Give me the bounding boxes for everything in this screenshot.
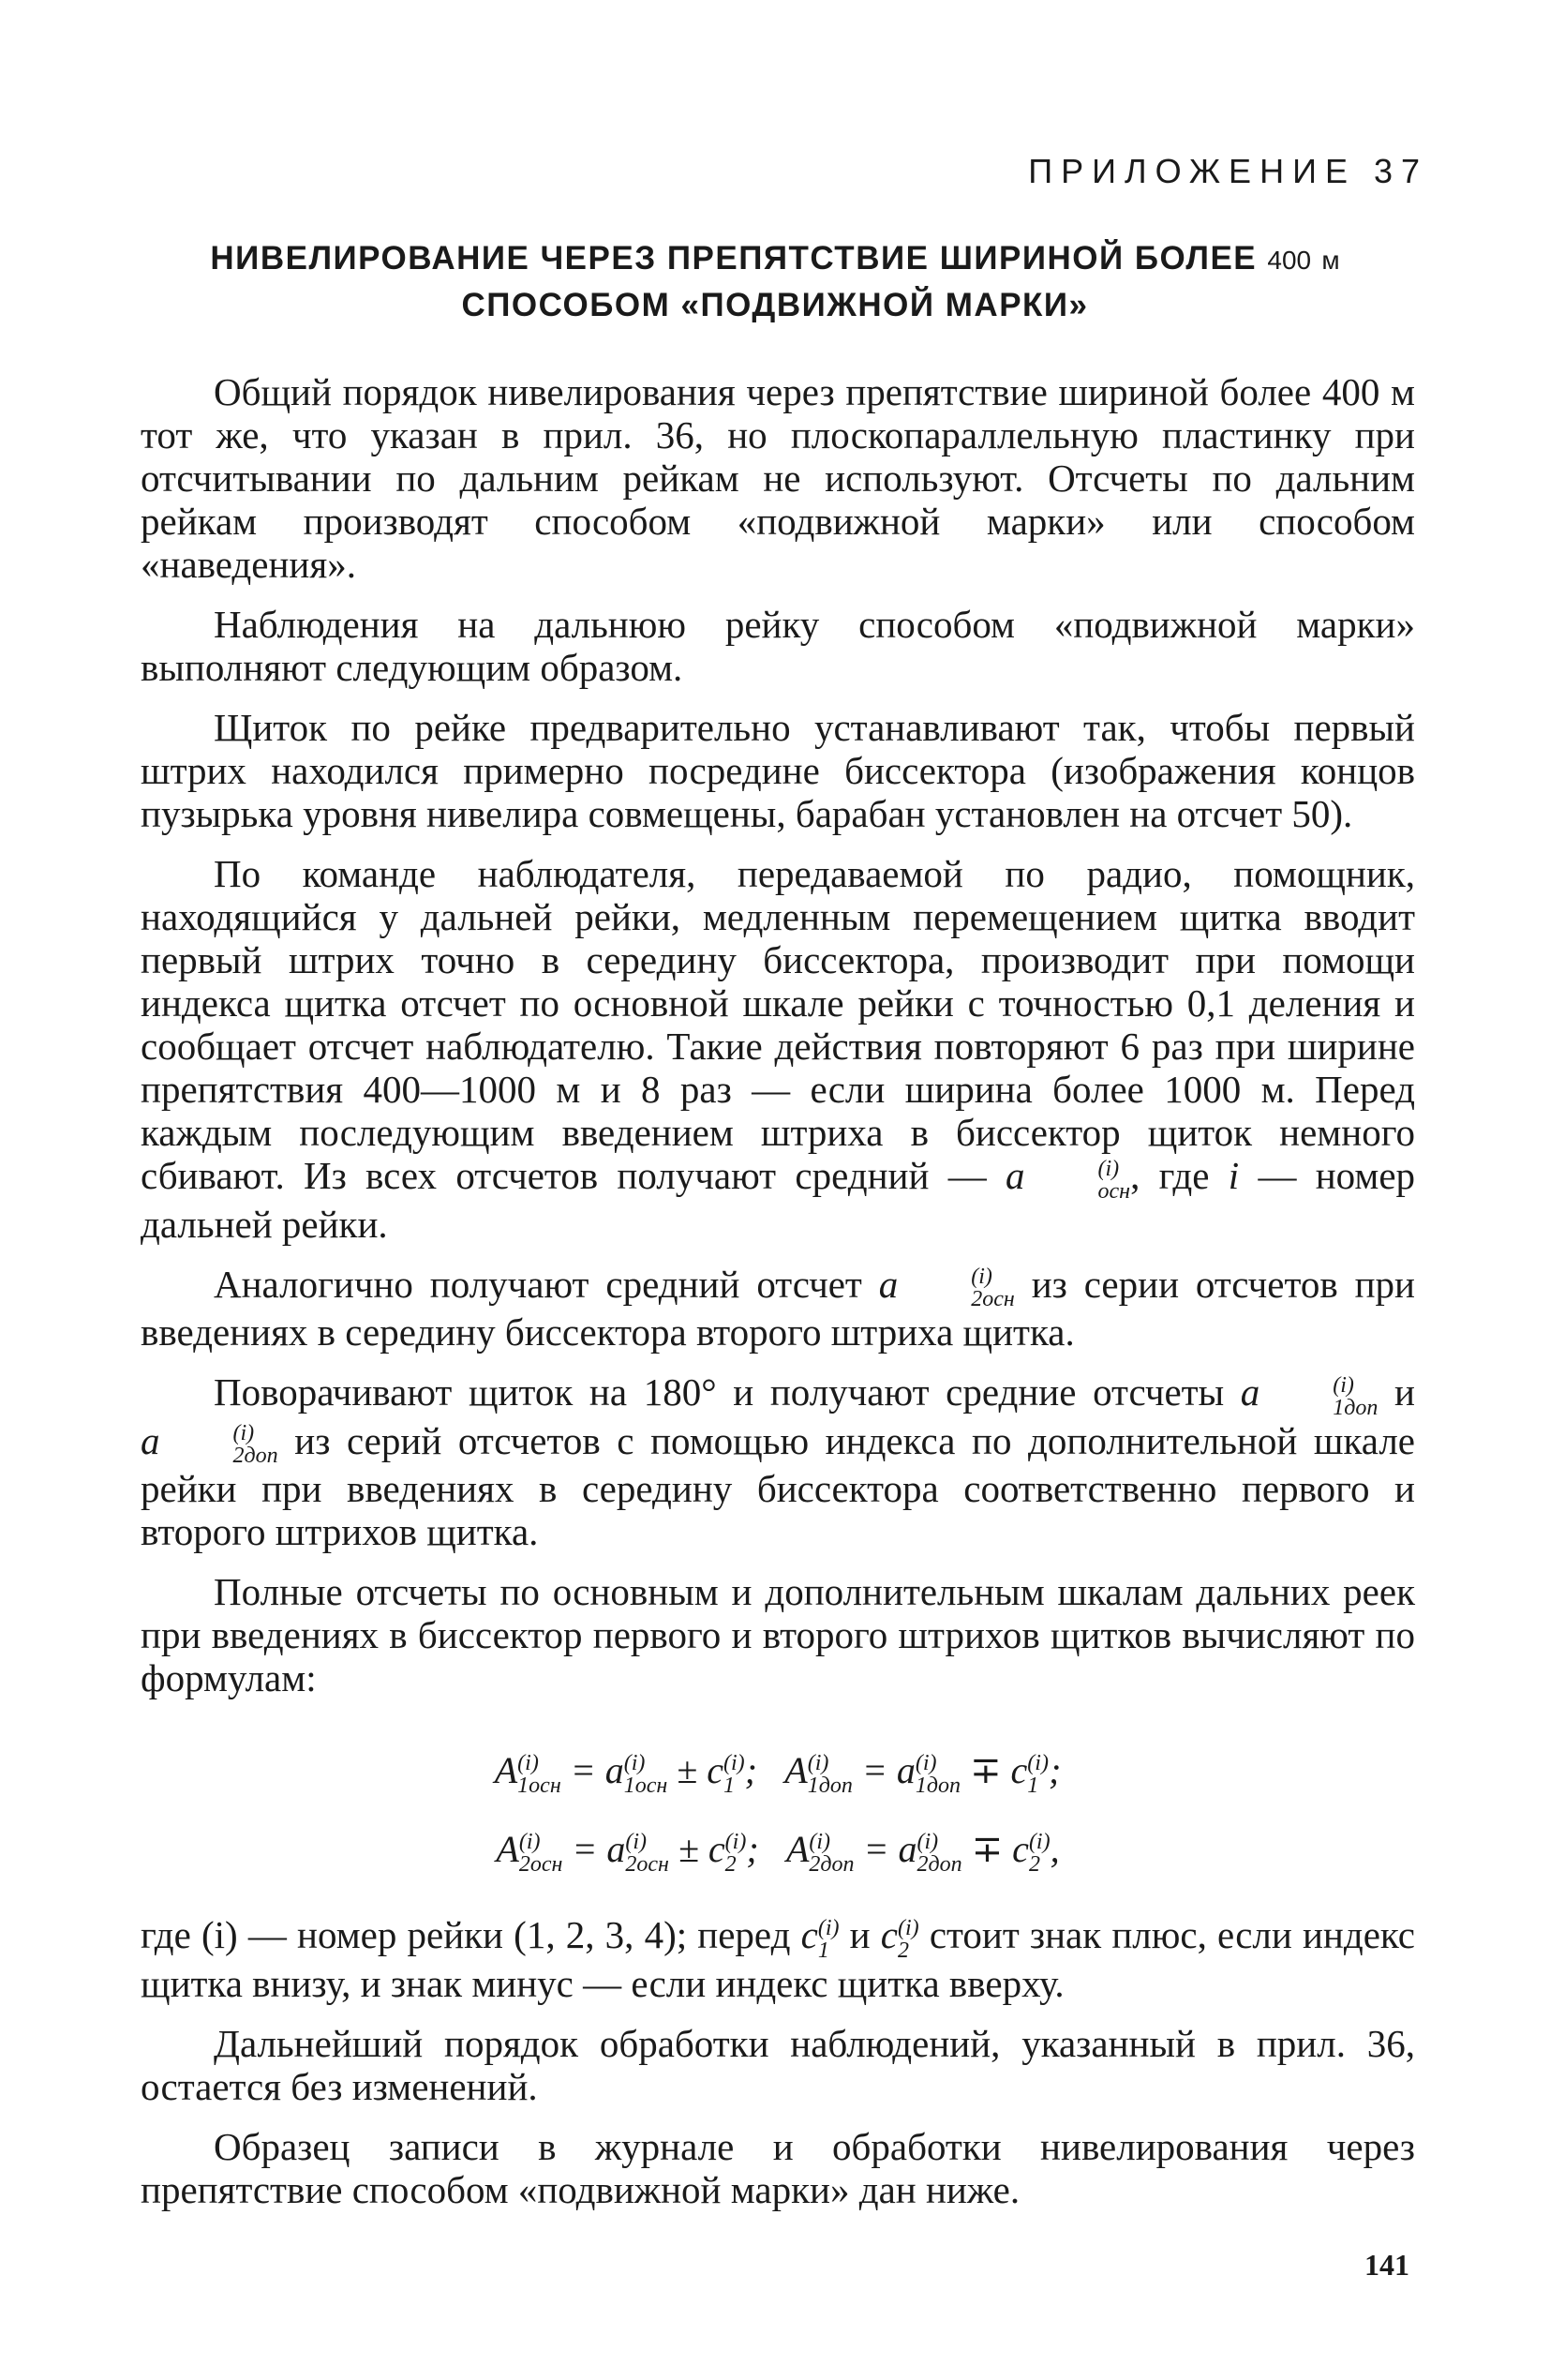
symbol-a-2dop: a (i) 2доп xyxy=(141,1418,278,1469)
paragraph-9: Дальнейший порядок обработки наблюдений, указанный в прил. 36, остается без изменений. xyxy=(141,2021,1415,2108)
formula-line-1: A (i) 1осн = a (i) 1осн ± c (i) 1 ; A (i) 1доп = a (i) 1доп ∓ c (i) 1 ; xyxy=(494,1749,1062,1799)
title-width-unit: м xyxy=(1321,246,1340,275)
title-width-value: 400 xyxy=(1267,246,1312,275)
paragraph-1: Общий порядок нивелирования через препятствие шириной более 400 м тот же, что указан в прил. 36, но плоскопараллельную пластинку при отсчитывании по дальним рейкам не используют. Отсчеты по дальним рейкам производят способом «подвижной марки» или способом «наведения». xyxy=(141,370,1415,586)
title-line-1: НИВЕЛИРОВАНИЕ ЧЕРЕЗ ПРЕПЯТСТВИЕ ШИРИНОЙ БОЛЕЕ 400 м xyxy=(210,240,1340,277)
paragraph-3: Щиток по рейке предварительно устанавливают так, чтобы первый штрих находился примерно посредине биссектора (изображения концов пузырька уровня нивелира совмещены, барабан установлен на отсчет 50). xyxy=(141,706,1415,835)
paragraph-8: где (i) — номер рейки (1, 2, 3, 4); перед c (i) 1 и c (i) 2 стоит знак плюс, если индекс щитка внизу, и знак минус — если индекс щитка вверху. xyxy=(141,1913,1416,2005)
paragraph-7: Полные отсчеты по основным и дополнительным шкалам дальних реек при введениях в биссектор первого и второго штрихов щитков вычисляют по формулам: xyxy=(141,1570,1415,1700)
paragraph-5: Аналогично получают средний отсчет a (i) 2осн из серии отсчетов при введениях в середину биссектора второго штриха щитка. xyxy=(141,1262,1416,1355)
symbol-a-1dop: a (i) 1доп xyxy=(1240,1370,1379,1420)
page-title xyxy=(0,236,1550,328)
paragraph-10: Образец записи в журнале и обработки нивелирования через препятствие способом «подвижной марки» дан ниже. xyxy=(141,2124,1415,2211)
formula-block xyxy=(141,1731,1415,1889)
body-text xyxy=(141,370,1415,2228)
page-number: 141 xyxy=(1364,2248,1409,2282)
symbol-a-2osn: a (i) 2осн xyxy=(878,1262,1015,1312)
paragraph-4: По команде наблюдателя, передаваемой по радио, помощник, находящийся у дальней рейки, медленным перемещением щитка вводит первый штрих точно в середину биссектора, производит при помощи индекса щитка отсчет по основной шкале рейки с точностью 0,1 деления и сообщает отсчет наблюдателю. Такие действия повторяют 6 раз при ширине препятствия 400—1000 м и 8 раз — если ширина более 1000 м. Перед каждым последующим введением штриха в биссектор щиток немного сбивают. Из всех отсчетов получают средний — a (i) осн , где i — номер дальней рейки. xyxy=(141,852,1416,1246)
symbol-a-osn: a (i) осн xyxy=(1006,1154,1131,1204)
symbol-c1: c (i) 1 xyxy=(800,1913,840,1963)
appendix-label: ПРИЛОЖЕНИЕ 37 xyxy=(1028,152,1428,190)
title-line-2: СПОСОБОМ «ПОДВИЖНОЙ МАРКИ» xyxy=(461,287,1089,323)
paragraph-2: Наблюдения на дальнюю рейку способом «подвижной марки» выполняют следующим образом. xyxy=(141,603,1415,689)
formula-line-2: A (i) 2осн = a (i) 2осн ± c (i) 2 ; A (i) 2доп = a (i) 2доп ∓ c (i) 2 , xyxy=(496,1828,1060,1878)
paragraph-6: Поворачивают щиток на 180° и получают средние отсчеты a (i) 1доп и a (i) 2доп из серий отсчетов с помощью индекса по дополнительной шкале рейки при введениях в середину биссектора соответственно первого и второго штрихов щитка. xyxy=(141,1370,1416,1554)
symbol-c2: c (i) 2 xyxy=(880,1913,919,1963)
symbol-i: i xyxy=(1228,1154,1240,1197)
